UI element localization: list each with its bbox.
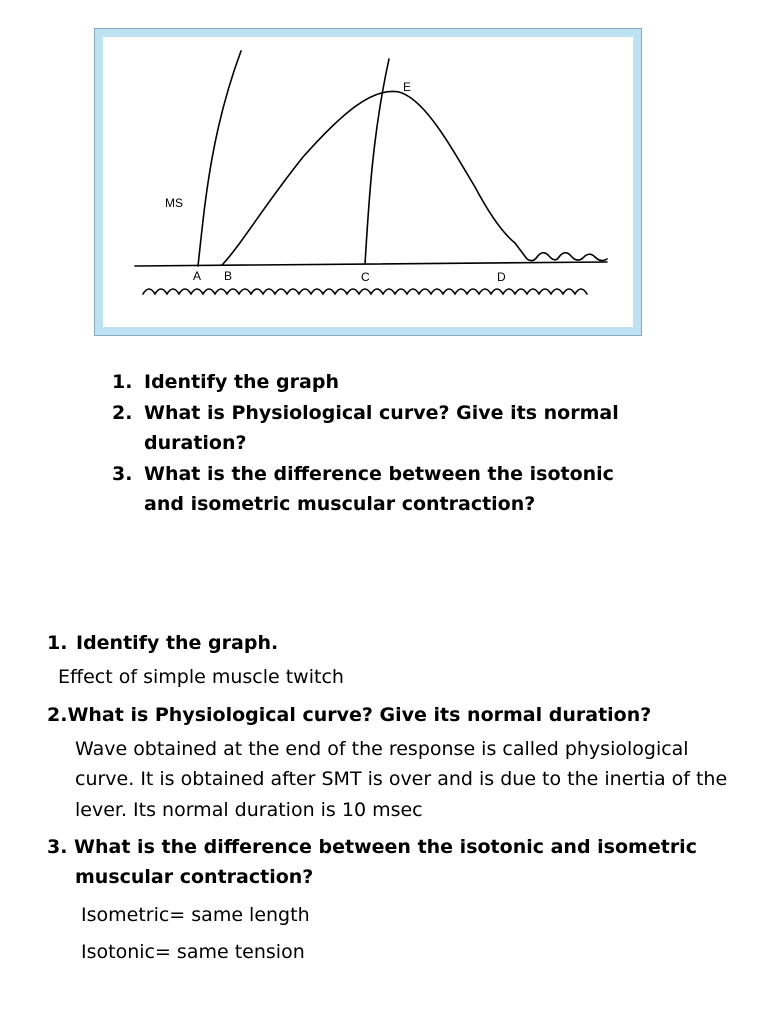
baseline <box>135 262 607 266</box>
label-ms: MS <box>165 196 183 210</box>
label-c: C <box>361 270 370 284</box>
twitch-curve <box>222 91 515 265</box>
question-item <box>112 459 652 520</box>
question-item <box>112 367 652 398</box>
stimulus-line-c <box>365 59 389 264</box>
answer-section <box>47 628 747 971</box>
answer-question-2: 2.What is Physiological curve? Give its normal duration? <box>47 703 652 726</box>
answer-3-isometric: Isometric= same length <box>81 904 310 926</box>
question-number: 2. <box>112 401 133 424</box>
answer-question-3: 3. What is the difference between the isotonic and isometric muscular contraction? <box>47 836 697 888</box>
label-a: A <box>193 269 202 283</box>
time-marker-trace <box>143 289 587 294</box>
question-number: 3. <box>112 462 133 485</box>
answer-2-text: Wave obtained at the end of the response is called physiological curve. It is obtained after SMT is over and is due to the inertia of the lever. Its normal duration is 10 msec <box>75 737 728 821</box>
answer-question-number: 1. <box>47 632 68 654</box>
answer-3-block <box>81 897 747 971</box>
question-list <box>112 367 652 520</box>
figure-frame <box>94 28 642 336</box>
question-number: 1. <box>112 371 133 393</box>
answer-1-text: Effect of simple muscle twitch <box>58 666 344 688</box>
question-text: What is Physiological curve? Give its normal duration? <box>144 401 619 454</box>
answer-3-isotonic: Isotonic= same tension <box>81 941 305 963</box>
muscle-twitch-figure <box>103 37 633 327</box>
stimulus-line-a <box>198 51 241 266</box>
after-oscillation <box>515 243 607 261</box>
question-text: Identify the graph <box>144 371 339 393</box>
answer-question-text: Identify the graph. <box>76 632 279 654</box>
muscle-twitch-graph <box>103 37 633 327</box>
question-item <box>112 398 652 459</box>
label-d: D <box>497 270 506 284</box>
label-e: E <box>403 80 412 94</box>
label-b: B <box>224 269 233 283</box>
answer-question-1 <box>47 628 747 658</box>
question-text: What is the difference between the isotonic and isometric muscular contraction? <box>144 462 614 515</box>
